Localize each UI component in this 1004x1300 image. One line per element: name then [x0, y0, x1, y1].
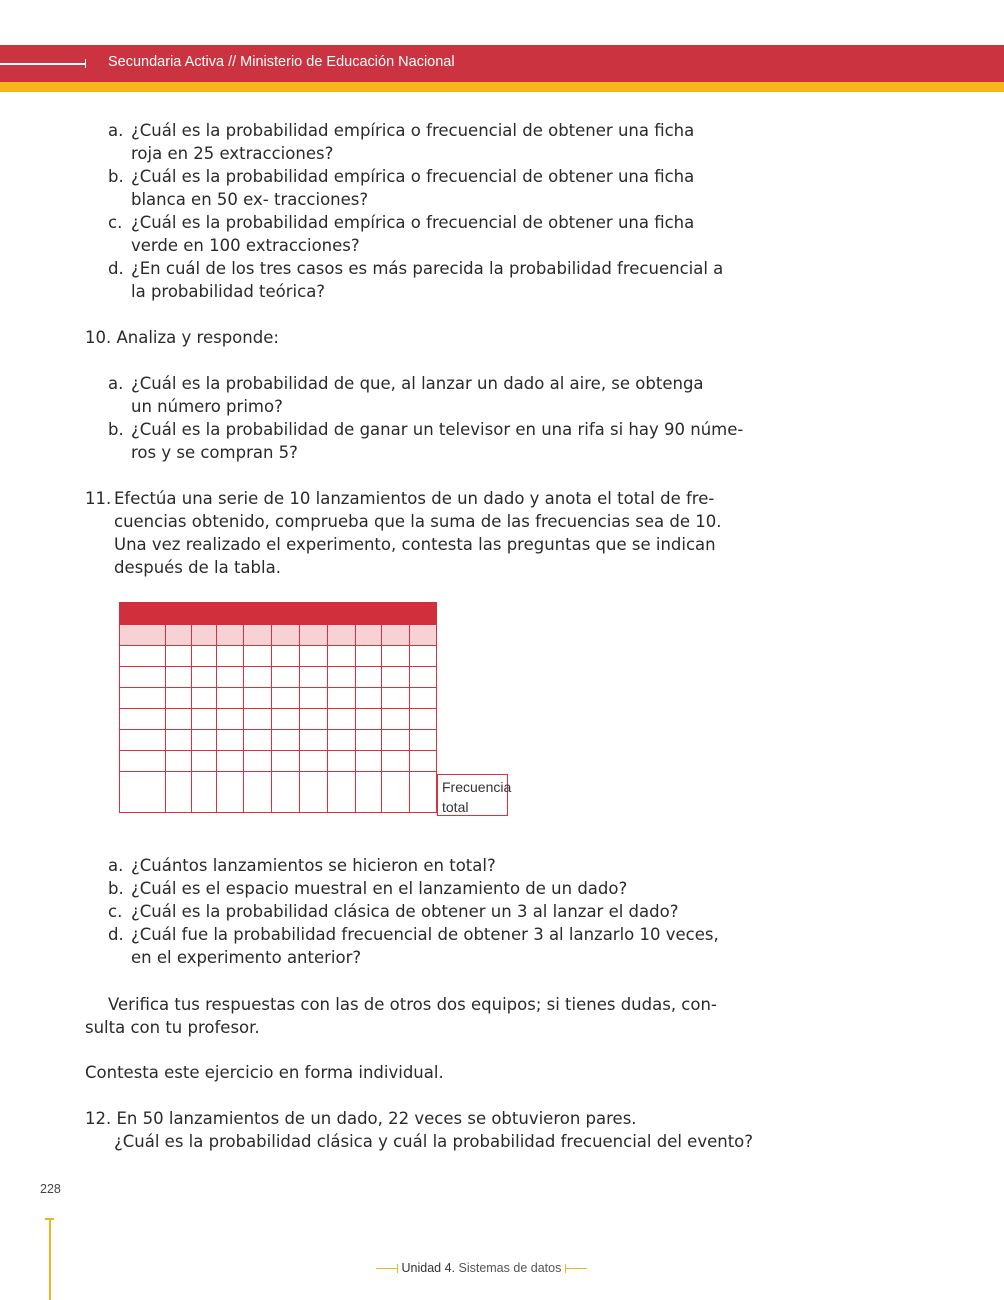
q9-item-c-line1: ¿Cuál es la probabilidad empírica o frecuencial de obtener una ficha [131, 213, 695, 232]
q9-item-c-label: c. [108, 213, 123, 232]
table-row [120, 667, 437, 688]
q10-item-b-line1: ¿Cuál es la probabilidad de ganar un televisor en una rifa si hay 90 núme- [131, 420, 744, 439]
q9-item-a-label: a. [108, 121, 124, 140]
q11-item-a-line1: ¿Cuántos lanzamientos se hicieron en total? [131, 856, 496, 875]
q11-item-d-line2: en el experimento anterior? [131, 948, 362, 967]
table-row [120, 646, 437, 667]
q9-item-a-line2: roja en 25 extracciones? [131, 144, 334, 163]
q10-item-b-line2: ros y se compran 5? [131, 443, 298, 462]
footer-unit-title: Sistemas de datos [458, 1261, 562, 1275]
q9-item-c-line2: verde en 100 extracciones? [131, 236, 360, 255]
q11-number: 11. [85, 489, 112, 508]
q11-line1: Efectúa una serie de 10 lanzamientos de un dado y anota el total de fre- [114, 489, 715, 508]
verify-line2: sulta con tu profesor. [85, 1018, 260, 1037]
table-row [120, 751, 437, 772]
frequency-total-label: Frecuencia total [437, 774, 508, 816]
footer-left-rule [376, 1268, 398, 1270]
header-accent-stripe [0, 82, 1004, 92]
individual-text: Contesta este ejercicio en forma individual. [85, 1063, 444, 1082]
table-subheader-row [120, 625, 437, 646]
table-row [120, 709, 437, 730]
table-row [120, 730, 437, 751]
table-row [120, 688, 437, 709]
q9-item-b-label: b. [108, 167, 124, 186]
q12-line1: 12. En 50 lanzamientos de un dado, 22 veces se obtuvieron pares. [85, 1109, 637, 1128]
q9-item-d-label: d. [108, 259, 124, 278]
q11-item-b-label: b. [108, 879, 124, 898]
q11-line4: después de la tabla. [114, 558, 281, 577]
q11-line3: Una vez realizado el experimento, contesta las preguntas que se indican [114, 535, 716, 554]
q12-line2: ¿Cuál es la probabilidad clásica y cuál la probabilidad frecuencial del evento? [114, 1132, 754, 1151]
q11-item-a-label: a. [108, 856, 124, 875]
table-total-row [120, 772, 437, 813]
q10-item-a-label: a. [108, 374, 124, 393]
q11-item-d-label: d. [108, 925, 124, 944]
header-title: Secundaria Activa // Ministerio de Educación Nacional [108, 54, 455, 70]
table-header-row [120, 603, 437, 625]
q11-item-c-line1: ¿Cuál es la probabilidad clásica de obtener un 3 al lanzar el dado? [131, 902, 679, 921]
verify-line1: Verifica tus respuestas con las de otros dos equipos; si tienes dudas, con- [108, 995, 717, 1014]
q9-item-b-line1: ¿Cuál es la probabilidad empírica o frecuencial de obtener una ficha [131, 167, 695, 186]
q9-item-b-line2: blanca en 50 ex- tracciones? [131, 190, 369, 209]
q11-item-b-line1: ¿Cuál es el espacio muestral en el lanzamiento de un dado? [131, 879, 628, 898]
page-number: 228 [40, 1182, 61, 1196]
q9-item-d-line1: ¿En cuál de los tres casos es más parecida la probabilidad frecuencial a [131, 259, 724, 278]
footer-unit-label: Unidad 4. [401, 1261, 455, 1275]
q10-item-a-line2: un número primo? [131, 397, 283, 416]
footer [376, 1261, 587, 1275]
page-margin-line [49, 1218, 51, 1300]
q9-item-d-line2: la probabilidad teórica? [131, 282, 326, 301]
frequency-table [119, 602, 437, 813]
q11-item-d-line1: ¿Cuál fue la probabilidad frecuencial de obtener 3 al lanzarlo 10 veces, [131, 925, 719, 944]
q11-item-c-label: c. [108, 902, 123, 921]
header-rule [0, 63, 86, 65]
q10-item-b-label: b. [108, 420, 124, 439]
q10-item-a-line1: ¿Cuál es la probabilidad de que, al lanzar un dado al aire, se obtenga [131, 374, 704, 393]
footer-right-rule [565, 1268, 587, 1270]
q10-heading: 10. Analiza y responde: [85, 328, 279, 347]
q11-line2: cuencias obtenido, comprueba que la suma de las frecuencias sea de 10. [114, 512, 722, 531]
q9-item-a-line1: ¿Cuál es la probabilidad empírica o frecuencial de obtener una ficha [131, 121, 695, 140]
